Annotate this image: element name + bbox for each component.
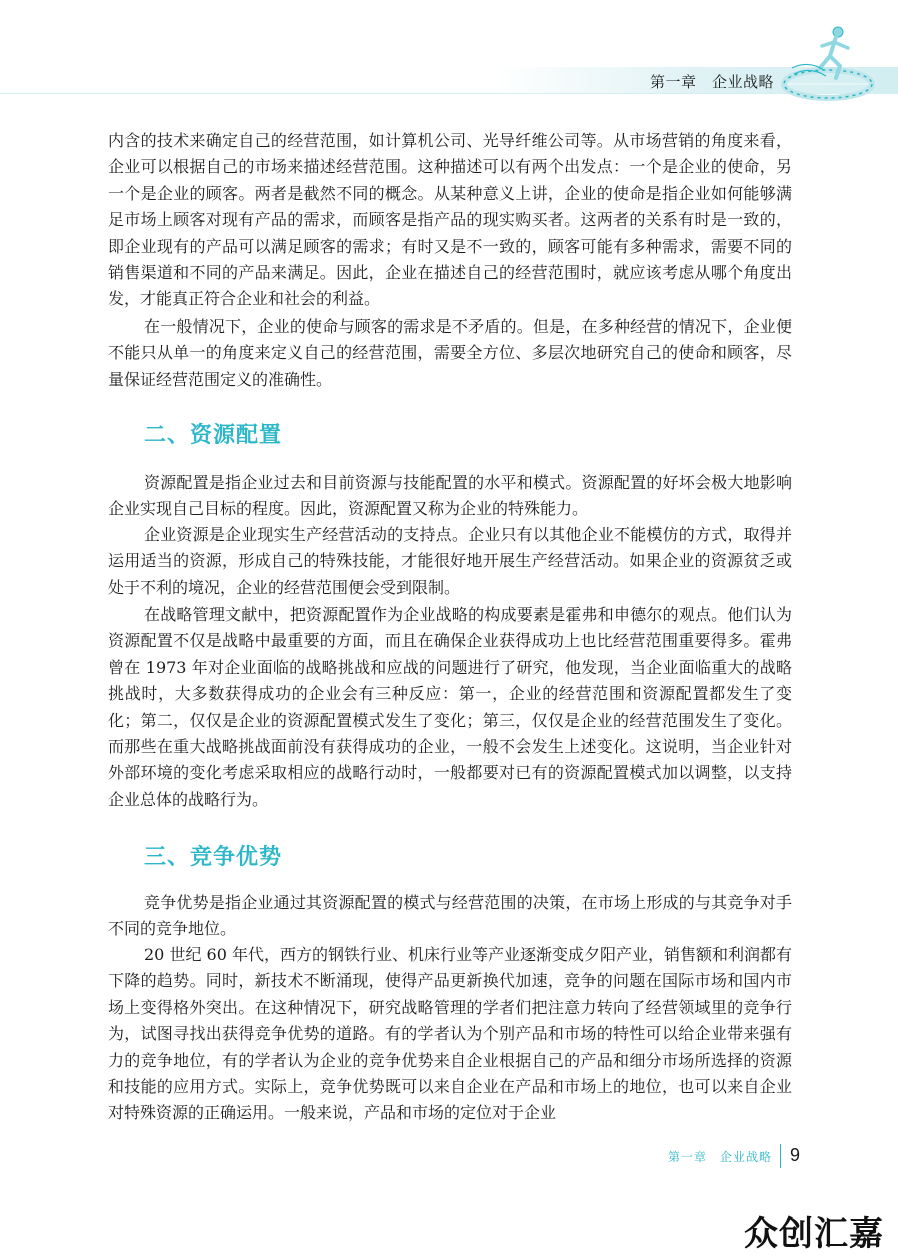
section-heading: 二、资源配置 (144, 423, 283, 448)
header-divider (0, 93, 898, 94)
chapter-title: 第一章 企业战略 (650, 73, 775, 91)
paragraph: 在一般情况下，企业的使命与顾客的需求是不矛盾的。但是，在多种经营的情况下，企业便不能只从单一的角度来定义自己的经营范围，需要全方位、多层次地研究自己的使命和顾客，尽量保证经营范围定义的准确性。 (108, 317, 792, 389)
footer-divider (780, 1144, 781, 1168)
page-number: 9 (790, 1145, 801, 1165)
paragraph: 20 世纪 60 年代，西方的钢铁行业、机床行业等产业逐渐变成夕阳产业，销售额和利润都有下降的趋势。同时，新技术不断涌现，使得产品更新换代加速，竞争的问题在国际市场和国内市场上变得格外突出。在这种情况下，研究战略管理的学者们把注意力转向了经营领域里的竞争行为，试图寻找出获得竞争优势的道路。有的学者认为个别产品和市场的特性可以给企业带来强有力的竞争地位，有的学者认为企业的竞争优势来自企业根据自己的产品和细分市场所选择的资源和技能的应用方式。实际上，竞争优势既可以来自企业在产品和市场上的地位，也可以来自企业对特殊资源的正确运用。一般来说，产品和市场的定位对于企业 (108, 945, 792, 1123)
paragraph: 企业资源是企业现实生产经营活动的支持点。企业只有以其他企业不能模仿的方式，取得并运用适当的资源，形成自己的特殊技能，才能很好地开展生产经营活动。如果企业的资源贫乏或处于不利的境况，企业的经营范围便会受到限制。 (108, 525, 792, 597)
section-heading: 三、竞争优势 (144, 845, 283, 870)
paragraph: 竞争优势是指企业通过其资源配置的模式与经营范围的决策，在市场上形成的与其竞争对手不同的竞争地位。 (108, 893, 792, 939)
footer-chapter-label: 第一章 企业战略 (668, 1150, 773, 1164)
watermark-logo: 众创汇嘉 (744, 1214, 884, 1254)
paragraph: 资源配置是指企业过去和目前资源与技能配置的水平和模式。资源配置的好坏会极大地影响企业实现自己目标的程度。因此，资源配置又称为企业的特殊能力。 (108, 473, 792, 519)
paragraph: 在战略管理文献中，把资源配置作为企业战略的构成要素是霍弗和申德尔的观点。他们认为资源配置不仅是战略中最重要的方面，而且在确保企业获得成功上也比经营范围重要得多。霍弗曾在 1973 年对企业面临的战略挑战和应战的问题进行了研究，他发现，当企业面临重大的战略挑战时，大多数获得成功的企业会有三种反应：第一，企业的经营范围和资源配置都发生了变化；第二，仅仅是企业的资源配置模式发生了变化；第三，仅仅是企业的经营范围发生了变化。而那些在重大战略挑战面前没有获得成功的企业，一般不会发生上述变化。这说明，当企业针对外部环境的变化考虑采取相应的战略行动时，一般都要对已有的资源配置模式加以调整，以支持企业总体的战略行为。 (108, 605, 792, 809)
runner-on-track-icon (778, 18, 878, 108)
paragraph: 内含的技术来确定自己的经营范围，如计算机公司、光导纤维公司等。从市场营销的角度来看，企业可以根据自己的市场来描述经营范围。这种描述可以有两个出发点：一个是企业的使命，另一个是企业的顾客。两者是截然不同的概念。从某种意义上讲，企业的使命是指企业如何能够满足市场上顾客对现有产品的需求，而顾客是指产品的现实购买者。这两者的关系有时是一致的，即企业现有的产品可以满足顾客的需求；有时又是不一致的，顾客可能有多种需求，需要不同的销售渠道和不同的产品来满足。因此，企业在描述自己的经营范围时，就应该考虑从哪个角度出发，才能真正符合企业和社会的利益。 (108, 131, 792, 309)
